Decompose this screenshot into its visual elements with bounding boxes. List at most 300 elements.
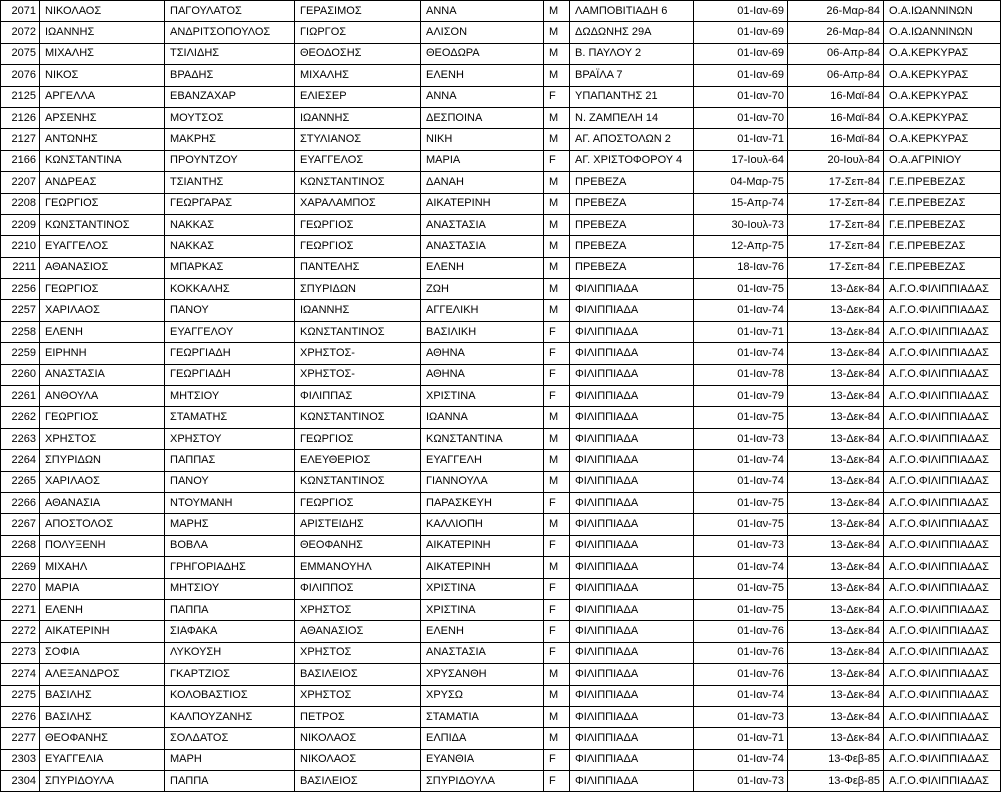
father-name-cell: ΚΩΝΣΤΑΝΤΙΝΟΣ bbox=[295, 321, 421, 342]
first-name-cell: ΓΕΩΡΓΙΟΣ bbox=[40, 407, 165, 428]
last-name-cell: ΜΑΡΗ bbox=[165, 749, 295, 770]
registration-date-cell: 17-Σεπ-84 bbox=[788, 236, 884, 257]
office-cell: Α.Γ.Ο.ΦΙΛΙΠΠΙΑΔΑΣ bbox=[884, 492, 1001, 513]
registration-date-cell: 16-Μαϊ-84 bbox=[788, 129, 884, 150]
birth-date-cell: 01-Ιαν-75 bbox=[694, 407, 788, 428]
gender-cell: Μ bbox=[544, 214, 570, 235]
birth-date-cell: 01-Ιαν-69 bbox=[694, 1, 788, 22]
mother-name-cell: ΠΑΡΑΣΚΕΥΗ bbox=[421, 492, 544, 513]
birth-date-cell: 01-Ιαν-74 bbox=[694, 471, 788, 492]
address-cell: ΦΙΛΙΠΠΙΑΔΑ bbox=[570, 664, 694, 685]
first-name-cell: ΑΝΤΩΝΗΣ bbox=[40, 129, 165, 150]
first-name-cell: ΧΑΡΙΛΑΟΣ bbox=[40, 300, 165, 321]
gender-cell: Μ bbox=[544, 300, 570, 321]
address-cell: ΦΙΛΙΠΠΙΑΔΑ bbox=[570, 514, 694, 535]
gender-cell: Μ bbox=[544, 65, 570, 86]
birth-date-cell: 01-Ιαν-73 bbox=[694, 535, 788, 556]
gender-cell: Μ bbox=[544, 450, 570, 471]
first-name-cell: ΣΠΥΡΙΔΟΥΛΑ bbox=[40, 771, 165, 792]
mother-name-cell: ΜΑΡΙΑ bbox=[421, 150, 544, 171]
record-id-cell: 2271 bbox=[1, 599, 40, 620]
last-name-cell: ΠΡΟΥΝΤΖΟΥ bbox=[165, 150, 295, 171]
first-name-cell: ΜΑΡΙΑ bbox=[40, 578, 165, 599]
table-row bbox=[1, 214, 1001, 235]
office-cell: Ο.Α.ΚΕΡΚΥΡΑΣ bbox=[884, 65, 1001, 86]
father-name-cell: ΕΜΜΑΝΟΥΗΛ bbox=[295, 557, 421, 578]
last-name-cell: ΣΙΑΦΑΚΑ bbox=[165, 621, 295, 642]
registration-date-cell: 13-Δεκ-84 bbox=[788, 364, 884, 385]
birth-date-cell: 01-Ιαν-76 bbox=[694, 642, 788, 663]
mother-name-cell: ΧΡΙΣΤΙΝΑ bbox=[421, 386, 544, 407]
gender-cell: Μ bbox=[544, 514, 570, 535]
birth-date-cell: 01-Ιαν-76 bbox=[694, 664, 788, 685]
gender-cell: Μ bbox=[544, 236, 570, 257]
office-cell: Γ.Ε.ΠΡΕΒΕΖΑΣ bbox=[884, 236, 1001, 257]
father-name-cell: ΣΤΥΛΙΑΝΟΣ bbox=[295, 129, 421, 150]
office-cell: Α.Γ.Ο.ΦΙΛΙΠΠΙΑΔΑΣ bbox=[884, 578, 1001, 599]
registration-date-cell: 13-Δεκ-84 bbox=[788, 685, 884, 706]
gender-cell: Μ bbox=[544, 471, 570, 492]
registration-date-cell: 13-Δεκ-84 bbox=[788, 621, 884, 642]
first-name-cell: ΑΡΣΕΝΗΣ bbox=[40, 107, 165, 128]
last-name-cell: ΤΣΙΑΝΤΗΣ bbox=[165, 172, 295, 193]
record-id-cell: 2270 bbox=[1, 578, 40, 599]
registration-date-cell: 06-Απρ-84 bbox=[788, 43, 884, 64]
record-id-cell: 2072 bbox=[1, 22, 40, 43]
table-row bbox=[1, 386, 1001, 407]
office-cell: Α.Γ.Ο.ΦΙΛΙΠΠΙΑΔΑΣ bbox=[884, 428, 1001, 449]
mother-name-cell: ΧΡΙΣΤΙΝΑ bbox=[421, 578, 544, 599]
office-cell: Α.Γ.Ο.ΦΙΛΙΠΠΙΑΔΑΣ bbox=[884, 749, 1001, 770]
address-cell: ΦΙΛΙΠΠΙΑΔΑ bbox=[570, 771, 694, 792]
first-name-cell: ΜΙΧΑΛΗΣ bbox=[40, 43, 165, 64]
birth-date-cell: 01-Ιαν-74 bbox=[694, 557, 788, 578]
gender-cell: F bbox=[544, 492, 570, 513]
office-cell: Α.Γ.Ο.ΦΙΛΙΠΠΙΑΔΑΣ bbox=[884, 514, 1001, 535]
mother-name-cell: ΑΙΚΑΤΕΡΙΝΗ bbox=[421, 557, 544, 578]
mother-name-cell: ΑΛΙΣΟΝ bbox=[421, 22, 544, 43]
address-cell: ΠΡΕΒΕΖΑ bbox=[570, 236, 694, 257]
first-name-cell: ΣΟΦΙΑ bbox=[40, 642, 165, 663]
father-name-cell: ΝΙΚΟΛΑΟΣ bbox=[295, 728, 421, 749]
table-row bbox=[1, 343, 1001, 364]
father-name-cell: ΑΘΑΝΑΣΙΟΣ bbox=[295, 621, 421, 642]
father-name-cell: ΜΙΧΑΛΗΣ bbox=[295, 65, 421, 86]
birth-date-cell: 12-Απρ-75 bbox=[694, 236, 788, 257]
registration-date-cell: 13-Δεκ-84 bbox=[788, 492, 884, 513]
birth-date-cell: 01-Ιαν-69 bbox=[694, 22, 788, 43]
father-name-cell: ΕΛΕΥΘΕΡΙΟΣ bbox=[295, 450, 421, 471]
mother-name-cell: ΑΘΗΝΑ bbox=[421, 343, 544, 364]
record-id-cell: 2166 bbox=[1, 150, 40, 171]
address-cell: Ν. ΖΑΜΠΕΛΗ 14 bbox=[570, 107, 694, 128]
record-id-cell: 2210 bbox=[1, 236, 40, 257]
office-cell: Α.Γ.Ο.ΦΙΛΙΠΠΙΑΔΑΣ bbox=[884, 279, 1001, 300]
registration-date-cell: 17-Σεπ-84 bbox=[788, 172, 884, 193]
birth-date-cell: 17-Ιουλ-64 bbox=[694, 150, 788, 171]
record-id-cell: 2125 bbox=[1, 86, 40, 107]
last-name-cell: ΜΠΑΡΚΑΣ bbox=[165, 257, 295, 278]
address-cell: ΑΓ. ΧΡΙΣΤΟΦΟΡΟΥ 4 bbox=[570, 150, 694, 171]
address-cell: ΦΙΛΙΠΠΙΑΔΑ bbox=[570, 428, 694, 449]
registration-date-cell: 13-Δεκ-84 bbox=[788, 343, 884, 364]
record-id-cell: 2266 bbox=[1, 492, 40, 513]
address-cell: ΥΠΑΠΑΝΤΗΣ 21 bbox=[570, 86, 694, 107]
first-name-cell: ΝΙΚΟΛΑΟΣ bbox=[40, 1, 165, 22]
first-name-cell: ΑΝΘΟΥΛΑ bbox=[40, 386, 165, 407]
first-name-cell: ΚΩΝΣΤΑΝΤΙΝΑ bbox=[40, 150, 165, 171]
table-row bbox=[1, 642, 1001, 663]
registration-date-cell: 13-Φεβ-85 bbox=[788, 749, 884, 770]
table-row bbox=[1, 129, 1001, 150]
office-cell: Α.Γ.Ο.ΦΙΛΙΠΠΙΑΔΑΣ bbox=[884, 557, 1001, 578]
first-name-cell: ΒΑΣΙΛΗΣ bbox=[40, 685, 165, 706]
record-id-cell: 2276 bbox=[1, 706, 40, 727]
last-name-cell: ΓΕΩΡΓΙΑΔΗ bbox=[165, 364, 295, 385]
address-cell: ΦΙΛΙΠΠΙΑΔΑ bbox=[570, 471, 694, 492]
office-cell: Α.Γ.Ο.ΦΙΛΙΠΠΙΑΔΑΣ bbox=[884, 599, 1001, 620]
table-row bbox=[1, 578, 1001, 599]
birth-date-cell: 01-Ιαν-75 bbox=[694, 599, 788, 620]
gender-cell: F bbox=[544, 599, 570, 620]
birth-date-cell: 01-Ιαν-73 bbox=[694, 706, 788, 727]
office-cell: Α.Γ.Ο.ΦΙΛΙΠΠΙΑΔΑΣ bbox=[884, 386, 1001, 407]
last-name-cell: ΜΑΡΗΣ bbox=[165, 514, 295, 535]
registration-date-cell: 13-Δεκ-84 bbox=[788, 321, 884, 342]
record-id-cell: 2126 bbox=[1, 107, 40, 128]
gender-cell: Μ bbox=[544, 557, 570, 578]
father-name-cell: ΦΙΛΙΠΠΟΣ bbox=[295, 578, 421, 599]
mother-name-cell: ΣΤΑΜΑΤΙΑ bbox=[421, 706, 544, 727]
last-name-cell: ΚΑΛΠΟΥΖΑΝΗΣ bbox=[165, 706, 295, 727]
father-name-cell: ΠΕΤΡΟΣ bbox=[295, 706, 421, 727]
gender-cell: F bbox=[544, 578, 570, 599]
record-id-cell: 2265 bbox=[1, 471, 40, 492]
record-id-cell: 2257 bbox=[1, 300, 40, 321]
table-row bbox=[1, 450, 1001, 471]
mother-name-cell: ΧΡΥΣΩ bbox=[421, 685, 544, 706]
office-cell: Α.Γ.Ο.ΦΙΛΙΠΠΙΑΔΑΣ bbox=[884, 664, 1001, 685]
birth-date-cell: 01-Ιαν-73 bbox=[694, 771, 788, 792]
birth-date-cell: 01-Ιαν-79 bbox=[694, 386, 788, 407]
father-name-cell: ΚΩΝΣΤΑΝΤΙΝΟΣ bbox=[295, 407, 421, 428]
records-table-body bbox=[1, 1, 1001, 792]
table-row bbox=[1, 107, 1001, 128]
registration-date-cell: 13-Δεκ-84 bbox=[788, 642, 884, 663]
registration-date-cell: 13-Δεκ-84 bbox=[788, 664, 884, 685]
record-id-cell: 2275 bbox=[1, 685, 40, 706]
father-name-cell: ΘΕΟΔΟΣΗΣ bbox=[295, 43, 421, 64]
mother-name-cell: ΚΑΛΛΙΟΠΗ bbox=[421, 514, 544, 535]
mother-name-cell: ΧΡΥΣΑΝΘΗ bbox=[421, 664, 544, 685]
father-name-cell: ΙΩΑΝΝΗΣ bbox=[295, 107, 421, 128]
gender-cell: Μ bbox=[544, 193, 570, 214]
address-cell: ΠΡΕΒΕΖΑ bbox=[570, 172, 694, 193]
last-name-cell: ΜΗΤΣΙΟΥ bbox=[165, 578, 295, 599]
gender-cell: F bbox=[544, 343, 570, 364]
address-cell: ΦΙΛΙΠΠΙΑΔΑ bbox=[570, 749, 694, 770]
first-name-cell: ΘΕΟΦΑΝΗΣ bbox=[40, 728, 165, 749]
office-cell: Ο.Α.ΙΩΑΝΝΙΝΩΝ bbox=[884, 22, 1001, 43]
table-row bbox=[1, 599, 1001, 620]
birth-date-cell: 01-Ιαν-71 bbox=[694, 129, 788, 150]
father-name-cell: ΓΕΩΡΓΙΟΣ bbox=[295, 214, 421, 235]
table-row bbox=[1, 706, 1001, 727]
record-id-cell: 2258 bbox=[1, 321, 40, 342]
mother-name-cell: ΔΑΝΑΗ bbox=[421, 172, 544, 193]
gender-cell: Μ bbox=[544, 22, 570, 43]
gender-cell: Μ bbox=[544, 257, 570, 278]
mother-name-cell: ΑΝΑΣΤΑΣΙΑ bbox=[421, 236, 544, 257]
address-cell: ΦΙΛΙΠΠΙΑΔΑ bbox=[570, 706, 694, 727]
mother-name-cell: ΒΑΣΙΛΙΚΗ bbox=[421, 321, 544, 342]
address-cell: ΦΙΛΙΠΠΙΑΔΑ bbox=[570, 386, 694, 407]
address-cell: ΦΙΛΙΠΠΙΑΔΑ bbox=[570, 300, 694, 321]
office-cell: Ο.Α.ΚΕΡΚΥΡΑΣ bbox=[884, 107, 1001, 128]
office-cell: Α.Γ.Ο.ΦΙΛΙΠΠΙΑΔΑΣ bbox=[884, 685, 1001, 706]
table-row bbox=[1, 492, 1001, 513]
table-row bbox=[1, 257, 1001, 278]
last-name-cell: ΜΗΤΣΙΟΥ bbox=[165, 386, 295, 407]
address-cell: ΦΙΛΙΠΠΙΑΔΑ bbox=[570, 407, 694, 428]
gender-cell: F bbox=[544, 150, 570, 171]
mother-name-cell: ΑΝΝΑ bbox=[421, 1, 544, 22]
registration-date-cell: 13-Δεκ-84 bbox=[788, 535, 884, 556]
mother-name-cell: ΙΩΑΝΝΑ bbox=[421, 407, 544, 428]
mother-name-cell: ΕΛΠΙΔΑ bbox=[421, 728, 544, 749]
address-cell: ΑΓ. ΑΠΟΣΤΟΛΩΝ 2 bbox=[570, 129, 694, 150]
gender-cell: Μ bbox=[544, 728, 570, 749]
father-name-cell: ΧΡΗΣΤΟΣ bbox=[295, 685, 421, 706]
table-row bbox=[1, 279, 1001, 300]
mother-name-cell: ΑΙΚΑΤΕΡΙΝΗ bbox=[421, 535, 544, 556]
record-id-cell: 2075 bbox=[1, 43, 40, 64]
birth-date-cell: 01-Ιαν-73 bbox=[694, 428, 788, 449]
father-name-cell: ΠΑΝΤΕΛΗΣ bbox=[295, 257, 421, 278]
table-row bbox=[1, 321, 1001, 342]
father-name-cell: ΧΑΡΑΛΑΜΠΟΣ bbox=[295, 193, 421, 214]
father-name-cell: ΦΙΛΙΠΠΑΣ bbox=[295, 386, 421, 407]
father-name-cell: ΓΕΩΡΓΙΟΣ bbox=[295, 428, 421, 449]
address-cell: ΦΙΛΙΠΠΙΑΔΑ bbox=[570, 557, 694, 578]
table-row bbox=[1, 407, 1001, 428]
table-row bbox=[1, 172, 1001, 193]
last-name-cell: ΓΕΩΡΓΙΑΔΗ bbox=[165, 343, 295, 364]
gender-cell: F bbox=[544, 535, 570, 556]
father-name-cell: ΕΛΙΕΣΕΡ bbox=[295, 86, 421, 107]
birth-date-cell: 01-Ιαν-75 bbox=[694, 492, 788, 513]
father-name-cell: ΧΡΗΣΤΟΣ bbox=[295, 599, 421, 620]
table-row bbox=[1, 428, 1001, 449]
birth-date-cell: 01-Ιαν-75 bbox=[694, 578, 788, 599]
gender-cell: Μ bbox=[544, 1, 570, 22]
birth-date-cell: 01-Ιαν-74 bbox=[694, 343, 788, 364]
table-row bbox=[1, 86, 1001, 107]
table-row bbox=[1, 557, 1001, 578]
record-id-cell: 2256 bbox=[1, 279, 40, 300]
first-name-cell: ΑΘΑΝΑΣΙΟΣ bbox=[40, 257, 165, 278]
registration-date-cell: 13-Δεκ-84 bbox=[788, 728, 884, 749]
record-id-cell: 2269 bbox=[1, 557, 40, 578]
birth-date-cell: 01-Ιαν-70 bbox=[694, 86, 788, 107]
registration-date-cell: 13-Δεκ-84 bbox=[788, 706, 884, 727]
record-id-cell: 2127 bbox=[1, 129, 40, 150]
office-cell: Α.Γ.Ο.ΦΙΛΙΠΠΙΑΔΑΣ bbox=[884, 535, 1001, 556]
birth-date-cell: 18-Ιαν-76 bbox=[694, 257, 788, 278]
office-cell: Α.Γ.Ο.ΦΙΛΙΠΠΙΑΔΑΣ bbox=[884, 771, 1001, 792]
birth-date-cell: 01-Ιαν-69 bbox=[694, 43, 788, 64]
table-row bbox=[1, 685, 1001, 706]
gender-cell: Μ bbox=[544, 428, 570, 449]
first-name-cell: ΑΝΔΡΕΑΣ bbox=[40, 172, 165, 193]
address-cell: ΦΙΛΙΠΠΙΑΔΑ bbox=[570, 321, 694, 342]
father-name-cell: ΑΡΙΣΤΕΙΔΗΣ bbox=[295, 514, 421, 535]
office-cell: Α.Γ.Ο.ΦΙΛΙΠΠΙΑΔΑΣ bbox=[884, 343, 1001, 364]
first-name-cell: ΚΩΝΣΤΑΝΤΙΝΟΣ bbox=[40, 214, 165, 235]
record-id-cell: 2261 bbox=[1, 386, 40, 407]
first-name-cell: ΧΡΗΣΤΟΣ bbox=[40, 428, 165, 449]
last-name-cell: ΝΑΚΚΑΣ bbox=[165, 236, 295, 257]
registration-date-cell: 16-Μαϊ-84 bbox=[788, 86, 884, 107]
registration-date-cell: 17-Σεπ-84 bbox=[788, 193, 884, 214]
father-name-cell: ΧΡΗΣΤΟΣ- bbox=[295, 364, 421, 385]
first-name-cell: ΧΑΡΙΛΑΟΣ bbox=[40, 471, 165, 492]
birth-date-cell: 01-Ιαν-74 bbox=[694, 300, 788, 321]
last-name-cell: ΛΥΚΟΥΣΗ bbox=[165, 642, 295, 663]
registration-date-cell: 13-Δεκ-84 bbox=[788, 428, 884, 449]
address-cell: ΦΙΛΙΠΠΙΑΔΑ bbox=[570, 364, 694, 385]
office-cell: Γ.Ε.ΠΡΕΒΕΖΑΣ bbox=[884, 214, 1001, 235]
mother-name-cell: ΑΘΗΝΑ bbox=[421, 364, 544, 385]
mother-name-cell: ΧΡΙΣΤΙΝΑ bbox=[421, 599, 544, 620]
first-name-cell: ΜΙΧΑΗΛ bbox=[40, 557, 165, 578]
first-name-cell: ΑΝΑΣΤΑΣΙΑ bbox=[40, 364, 165, 385]
record-id-cell: 2259 bbox=[1, 343, 40, 364]
registration-date-cell: 17-Σεπ-84 bbox=[788, 257, 884, 278]
last-name-cell: ΠΑΠΠΑΣ bbox=[165, 450, 295, 471]
record-id-cell: 2207 bbox=[1, 172, 40, 193]
birth-date-cell: 01-Ιαν-76 bbox=[694, 621, 788, 642]
table-row bbox=[1, 150, 1001, 171]
registration-date-cell: 13-Φεβ-85 bbox=[788, 771, 884, 792]
last-name-cell: ΣΤΑΜΑΤΗΣ bbox=[165, 407, 295, 428]
office-cell: Ο.Α.ΚΕΡΚΥΡΑΣ bbox=[884, 129, 1001, 150]
mother-name-cell: ΝΙΚΗ bbox=[421, 129, 544, 150]
record-id-cell: 2304 bbox=[1, 771, 40, 792]
gender-cell: F bbox=[544, 621, 570, 642]
mother-name-cell: ΕΛΕΝΗ bbox=[421, 257, 544, 278]
office-cell: Α.Γ.Ο.ΦΙΛΙΠΠΙΑΔΑΣ bbox=[884, 300, 1001, 321]
gender-cell: Μ bbox=[544, 279, 570, 300]
last-name-cell: ΝΑΚΚΑΣ bbox=[165, 214, 295, 235]
father-name-cell: ΒΑΣΙΛΕΙΟΣ bbox=[295, 664, 421, 685]
father-name-cell: ΓΕΩΡΓΙΟΣ bbox=[295, 492, 421, 513]
father-name-cell: ΙΩΑΝΝΗΣ bbox=[295, 300, 421, 321]
registration-date-cell: 26-Μαρ-84 bbox=[788, 22, 884, 43]
first-name-cell: ΕΥΑΓΓΕΛΟΣ bbox=[40, 236, 165, 257]
table-row bbox=[1, 771, 1001, 792]
table-row bbox=[1, 236, 1001, 257]
father-name-cell: ΧΡΗΣΤΟΣ bbox=[295, 642, 421, 663]
registration-date-cell: 13-Δεκ-84 bbox=[788, 450, 884, 471]
first-name-cell: ΕΥΑΓΓΕΛΙΑ bbox=[40, 749, 165, 770]
registration-date-cell: 26-Μαρ-84 bbox=[788, 1, 884, 22]
registration-date-cell: 17-Σεπ-84 bbox=[788, 214, 884, 235]
last-name-cell: ΜΑΚΡΗΣ bbox=[165, 129, 295, 150]
last-name-cell: ΓΕΩΡΓΑΡΑΣ bbox=[165, 193, 295, 214]
table-row bbox=[1, 364, 1001, 385]
record-id-cell: 2272 bbox=[1, 621, 40, 642]
birth-date-cell: 01-Ιαν-71 bbox=[694, 728, 788, 749]
birth-date-cell: 01-Ιαν-75 bbox=[694, 279, 788, 300]
office-cell: Γ.Ε.ΠΡΕΒΕΖΑΣ bbox=[884, 257, 1001, 278]
father-name-cell: ΓΙΩΡΓΟΣ bbox=[295, 22, 421, 43]
office-cell: Α.Γ.Ο.ΦΙΛΙΠΠΙΑΔΑΣ bbox=[884, 450, 1001, 471]
last-name-cell: ΓΚΑΡΤΖΙΟΣ bbox=[165, 664, 295, 685]
registration-date-cell: 13-Δεκ-84 bbox=[788, 407, 884, 428]
address-cell: ΠΡΕΒΕΖΑ bbox=[570, 257, 694, 278]
father-name-cell: ΒΑΣΙΛΕΙΟΣ bbox=[295, 771, 421, 792]
mother-name-cell: ΑΓΓΕΛΙΚΗ bbox=[421, 300, 544, 321]
table-row bbox=[1, 471, 1001, 492]
father-name-cell: ΣΠΥΡΙΔΩΝ bbox=[295, 279, 421, 300]
table-row bbox=[1, 65, 1001, 86]
gender-cell: Μ bbox=[544, 407, 570, 428]
record-id-cell: 2211 bbox=[1, 257, 40, 278]
registration-date-cell: 13-Δεκ-84 bbox=[788, 279, 884, 300]
record-id-cell: 2262 bbox=[1, 407, 40, 428]
office-cell: Α.Γ.Ο.ΦΙΛΙΠΠΙΑΔΑΣ bbox=[884, 407, 1001, 428]
address-cell: ΦΙΛΙΠΠΙΑΔΑ bbox=[570, 728, 694, 749]
father-name-cell: ΚΩΝΣΤΑΝΤΙΝΟΣ bbox=[295, 471, 421, 492]
address-cell: ΒΡΑΪΛΑ 7 bbox=[570, 65, 694, 86]
registration-date-cell: 13-Δεκ-84 bbox=[788, 578, 884, 599]
record-id-cell: 2264 bbox=[1, 450, 40, 471]
address-cell: ΠΡΕΒΕΖΑ bbox=[570, 193, 694, 214]
first-name-cell: ΙΩΑΝΝΗΣ bbox=[40, 22, 165, 43]
birth-date-cell: 04-Μαρ-75 bbox=[694, 172, 788, 193]
office-cell: Α.Γ.Ο.ΦΙΛΙΠΠΙΑΔΑΣ bbox=[884, 706, 1001, 727]
birth-date-cell: 01-Ιαν-70 bbox=[694, 107, 788, 128]
table-row bbox=[1, 193, 1001, 214]
gender-cell: Μ bbox=[544, 664, 570, 685]
birth-date-cell: 01-Ιαν-75 bbox=[694, 514, 788, 535]
record-id-cell: 2209 bbox=[1, 214, 40, 235]
last-name-cell: ΓΡΗΓΟΡΙΑΔΗΣ bbox=[165, 557, 295, 578]
gender-cell: F bbox=[544, 86, 570, 107]
record-id-cell: 2303 bbox=[1, 749, 40, 770]
mother-name-cell: ΘΕΟΔΩΡΑ bbox=[421, 43, 544, 64]
table-row bbox=[1, 300, 1001, 321]
gender-cell: Μ bbox=[544, 129, 570, 150]
last-name-cell: ΕΒΑΝΖΑΧΑΡ bbox=[165, 86, 295, 107]
registration-date-cell: 20-Ιουλ-84 bbox=[788, 150, 884, 171]
office-cell: Α.Γ.Ο.ΦΙΛΙΠΠΙΑΔΑΣ bbox=[884, 364, 1001, 385]
father-name-cell: ΘΕΟΦΑΝΗΣ bbox=[295, 535, 421, 556]
gender-cell: Μ bbox=[544, 43, 570, 64]
last-name-cell: ΑΝΔΡΙΤΣΟΠΟΥΛΟΣ bbox=[165, 22, 295, 43]
mother-name-cell: ΑΙΚΑΤΕΡΙΝΗ bbox=[421, 193, 544, 214]
last-name-cell: ΝΤΟΥΜΑΝΗ bbox=[165, 492, 295, 513]
last-name-cell: ΜΟΥΤΣΟΣ bbox=[165, 107, 295, 128]
first-name-cell: ΣΠΥΡΙΔΩΝ bbox=[40, 450, 165, 471]
mother-name-cell: ΑΝΑΣΤΑΣΙΑ bbox=[421, 214, 544, 235]
gender-cell: F bbox=[544, 642, 570, 663]
father-name-cell: ΕΥΑΓΓΕΛΟΣ bbox=[295, 150, 421, 171]
last-name-cell: ΠΑΝΟΥ bbox=[165, 471, 295, 492]
birth-date-cell: 01-Ιαν-74 bbox=[694, 749, 788, 770]
first-name-cell: ΑΠΟΣΤΟΛΟΣ bbox=[40, 514, 165, 535]
